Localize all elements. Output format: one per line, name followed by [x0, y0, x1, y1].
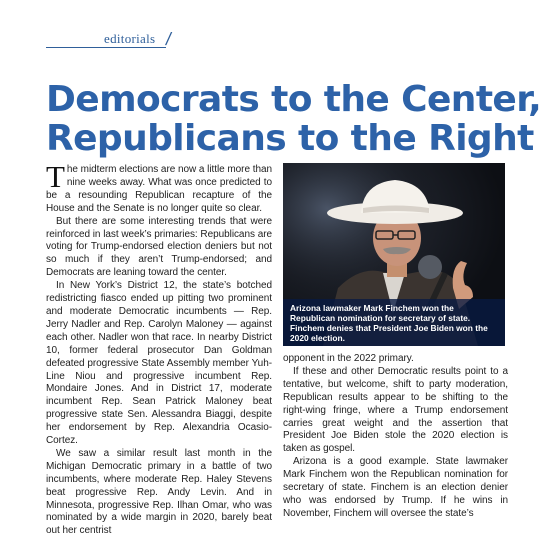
article-photo	[283, 163, 505, 346]
article-paragraph: Arizona is a good example. State lawmaker Mark Finchem won the Republican nomination for secretary of state. Finchem is an election denier who was endorsed by Trump. If he wins in November, Finchem will oversee the state’s	[283, 456, 508, 519]
section-rule	[46, 47, 166, 48]
article-paragraph: We saw a similar result last month in the Michigan Democratic primary in a battle of two incumbents, where moderate Rep. Haley Stevens beat progressive Rep. Andy Levin. And in Minnesota, progressive Rep. Ilhan Omar, who was nominated by a wide margin in 2020, barely beat out her centrist	[46, 447, 272, 537]
article-column-left	[46, 159, 272, 537]
headline-line-2: Republicans to the Right	[46, 118, 534, 159]
headline-line-1: Democrats to the Center,	[46, 79, 541, 120]
article-paragraph: But there are some interesting trends that were reinforced in last week’s primaries: Republicans are voting for Trump-endorsed election deniers but not so much if they aren’t Trump-endorsed; and Democrats are leaning toward the center.	[46, 215, 272, 279]
headline	[46, 79, 541, 159]
photo-caption: Arizona lawmaker Mark Finchem won the Republican nomination for secretary of state. Finchem denies that President Joe Biden won the 2020 election.	[283, 299, 505, 346]
article-paragraph	[46, 159, 272, 216]
section-slash-icon: /	[164, 29, 173, 49]
drop-cap: T	[46, 159, 65, 194]
article-paragraph-text: he midterm elections are now a little more than nine weeks away. What was once predicted to be a resounding Republican recapture of the House and the Senate is no longer quite so clear.	[46, 164, 272, 214]
section-label: editorials	[104, 31, 156, 46]
article-paragraph: In New York’s District 12, the state’s botched redistricting fiasco ended up pitting two prominent and moderate Democratic incumbents — Rep. Jerry Nadler and Rep. Carolyn Maloney — against each other. Nadler won that race. In nearby District 10, former federal prosecutor Dan Goldman defeated progressive State Assembly member Yuh-Line Niou and progressive incumbent Rep. Mondaire Jones. And in District 17, moderate incumbent Rep. Sean Patrick Maloney beat progressive state Sen. Alessandra Biaggi, despite her endorsement by Rep. Alexandria Ocasio-Cortez.	[46, 280, 272, 447]
article-column-right	[283, 353, 508, 519]
section-header	[46, 30, 176, 50]
article-paragraph: opponent in the 2022 primary.	[283, 353, 414, 364]
article-paragraph: If these and other Democratic results point to a tentative, but welcome, shift to party moderation, Republican results appear to be shifting to the right-wing fringe, where a Trump endorsement carries great weight and the assertion that President Joe Biden stole the 2020 election is taken as gospel.	[283, 365, 508, 455]
